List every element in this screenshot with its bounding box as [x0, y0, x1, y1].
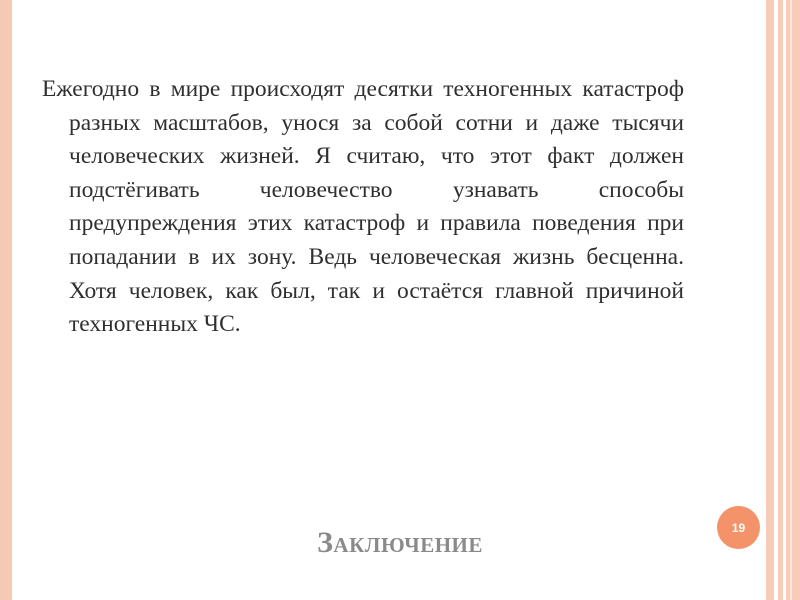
right-border-line: [790, 0, 792, 600]
slide-title: Заключение: [317, 526, 483, 559]
slide-number-badge: 19: [717, 506, 760, 549]
body-paragraph: Ежегодно в мире происходят десятки техногенных катастроф разных масштабов, унося за собой сотни и даже тысячи человеческих жизней. Я считаю, что этот факт должен подстёгивать человечество узнавать способы предупреждения этих катастроф и правила поведения при попадании в их зону. Ведь человеческая жизнь бесценна. Хотя человек, как был, так и остаётся главной причиной техногенных ЧС.: [42, 76, 684, 338]
right-border-line: [774, 0, 778, 600]
right-border-line: [783, 0, 786, 600]
left-border-decoration: [0, 0, 12, 600]
